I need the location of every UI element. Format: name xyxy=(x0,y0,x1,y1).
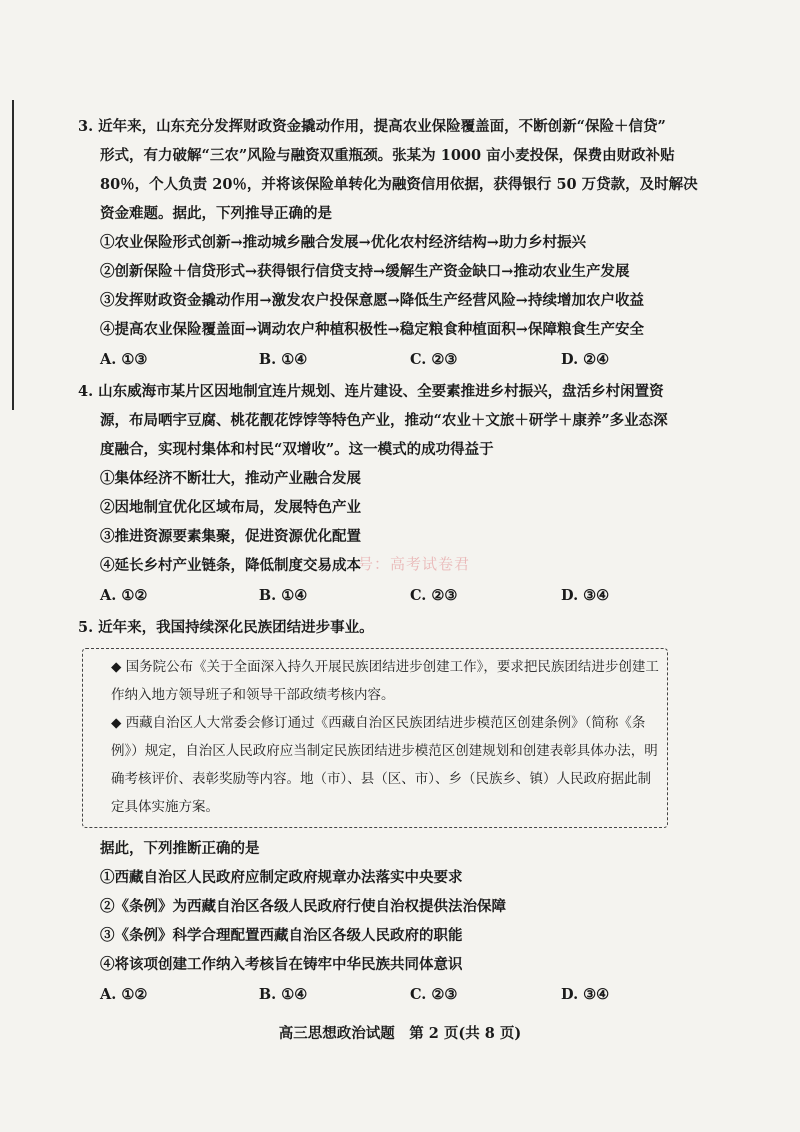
q4-stem-line-2: 源，布局哂宇豆腐、桃花靓花饽饽等特色产业，推动“农业＋文旅＋研学＋康养”多业态深 xyxy=(100,412,668,429)
q4-item-4: ④延长乡村产业链条，降低制度交易成本 xyxy=(100,557,361,574)
q4-option-a[interactable]: A. ①② xyxy=(100,587,148,604)
q5-material-2: ◆ 西藏自治区人大常委会修订通过《西藏自治区民族团结进步模范区创建条例》（简称《条例》）规定，自治区人民政府应当制定民族团结进步模范区创建规划和创建表彰具体办法，明确考核评价、表彰奖励等内容。地（市）、县（区、市）、乡（民族乡、镇）人民政府据此制定具体实施方案。 xyxy=(111,715,658,815)
q5-option-a[interactable]: A. ①② xyxy=(100,986,148,1003)
q5-lead: 据此，下列推断正确的是 xyxy=(100,840,260,857)
q4-item-2: ②因地制宜优化区域布局，发展特色产业 xyxy=(100,499,361,516)
q3-options xyxy=(78,344,678,375)
q5-item-3: ③《条例》科学合理配置西藏自治区各级人民政府的职能 xyxy=(100,927,463,944)
q5-item-2: ②《条例》为西藏自治区各级人民政府行使自治权提供法治保障 xyxy=(100,898,506,915)
q4-option-b[interactable]: B. ①④ xyxy=(258,587,308,604)
q5-option-d[interactable]: D. ③④ xyxy=(561,986,610,1003)
q5-options xyxy=(78,979,678,1010)
q4-item-1: ①集体经济不断壮大，推动产业融合发展 xyxy=(100,470,361,487)
q3-option-b[interactable]: B. ①④ xyxy=(258,351,308,368)
q3-stem-line-1: 3. 近年来，山东充分发挥财政资金撬动作用，提高农业保险覆盖面，不断创新“保险＋信贷” xyxy=(78,118,666,135)
q4-option-d[interactable]: D. ③④ xyxy=(561,587,610,604)
q3-item-3: ③发挥财政资金撬动作用→激发农户投保意愿→降低生产经营风险→持续增加农户收益 xyxy=(100,292,644,309)
q5-option-b[interactable]: B. ①④ xyxy=(258,986,308,1003)
question-3 xyxy=(78,112,698,375)
q3-stem-line-3: 80％，个人负责 20％，并将该保险单转化为融资信用依据，获得银行 50 万贷款，及时解决 xyxy=(100,176,698,193)
q4-stem-line-1: 4. 山东威海市某片区因地制宜连片规划、连片建设、全要素推进乡村振兴，盘活乡村闲置资 xyxy=(78,383,664,400)
q3-option-d[interactable]: D. ②④ xyxy=(561,351,610,368)
q5-material-1: ◆ 国务院公布《关于全面深入持久开展民族团结进步创建工作》，要求把民族团结进步创建工作纳入地方领导班子和领导干部政绩考核内容。 xyxy=(111,659,659,703)
q3-item-1: ①农业保险形式创新→推动城乡融合发展→优化农村经济结构→助力乡村振兴 xyxy=(100,234,586,251)
q3-option-c[interactable]: C. ②③ xyxy=(409,351,458,368)
q4-option-c[interactable]: C. ②③ xyxy=(409,587,458,604)
q5-item-1: ①西藏自治区人民政府应制定政府规章办法落实中央要求 xyxy=(100,869,463,886)
q5-material-box xyxy=(82,648,668,828)
margin-line xyxy=(12,100,14,410)
q3-item-2: ②创新保险＋信贷形式→获得银行信贷支持→缓解生产资金缺口→推动农业生产发展 xyxy=(100,263,630,280)
page-footer: 高三思想政治试题 第 2 页(共 8 页) xyxy=(278,1025,522,1042)
q5-stem: 5. 近年来，我国持续深化民族团结进步事业。 xyxy=(78,619,374,636)
q4-item-3: ③推进资源要素集聚，促进资源优化配置 xyxy=(100,528,361,545)
q3-option-a[interactable]: A. ①③ xyxy=(100,351,148,368)
q5-option-c[interactable]: C. ②③ xyxy=(409,986,458,1003)
q3-stem-line-2: 形式，有力破解“三农”风险与融资双重瓶颈。张某为 1000 亩小麦投保，保费由财政补贴 xyxy=(100,147,675,164)
q3-stem-line-4: 资金难题。据此，下列推导正确的是 xyxy=(100,205,332,222)
question-5 xyxy=(78,613,678,1010)
q5-item-4: ④将该项创建工作纳入考核旨在铸牢中华民族共同体意识 xyxy=(100,956,463,973)
q4-options xyxy=(78,580,678,611)
watermark: 号：高考试卷君 xyxy=(358,555,471,573)
q3-item-4: ④提高农业保险覆盖面→调动农户种植积极性→稳定粮食种植面积→保障粮食生产安全 xyxy=(100,321,644,338)
question-4 xyxy=(78,377,678,611)
q4-stem-line-3: 度融合，实现村集体和村民“双增收”。这一模式的成功得益于 xyxy=(100,441,494,458)
